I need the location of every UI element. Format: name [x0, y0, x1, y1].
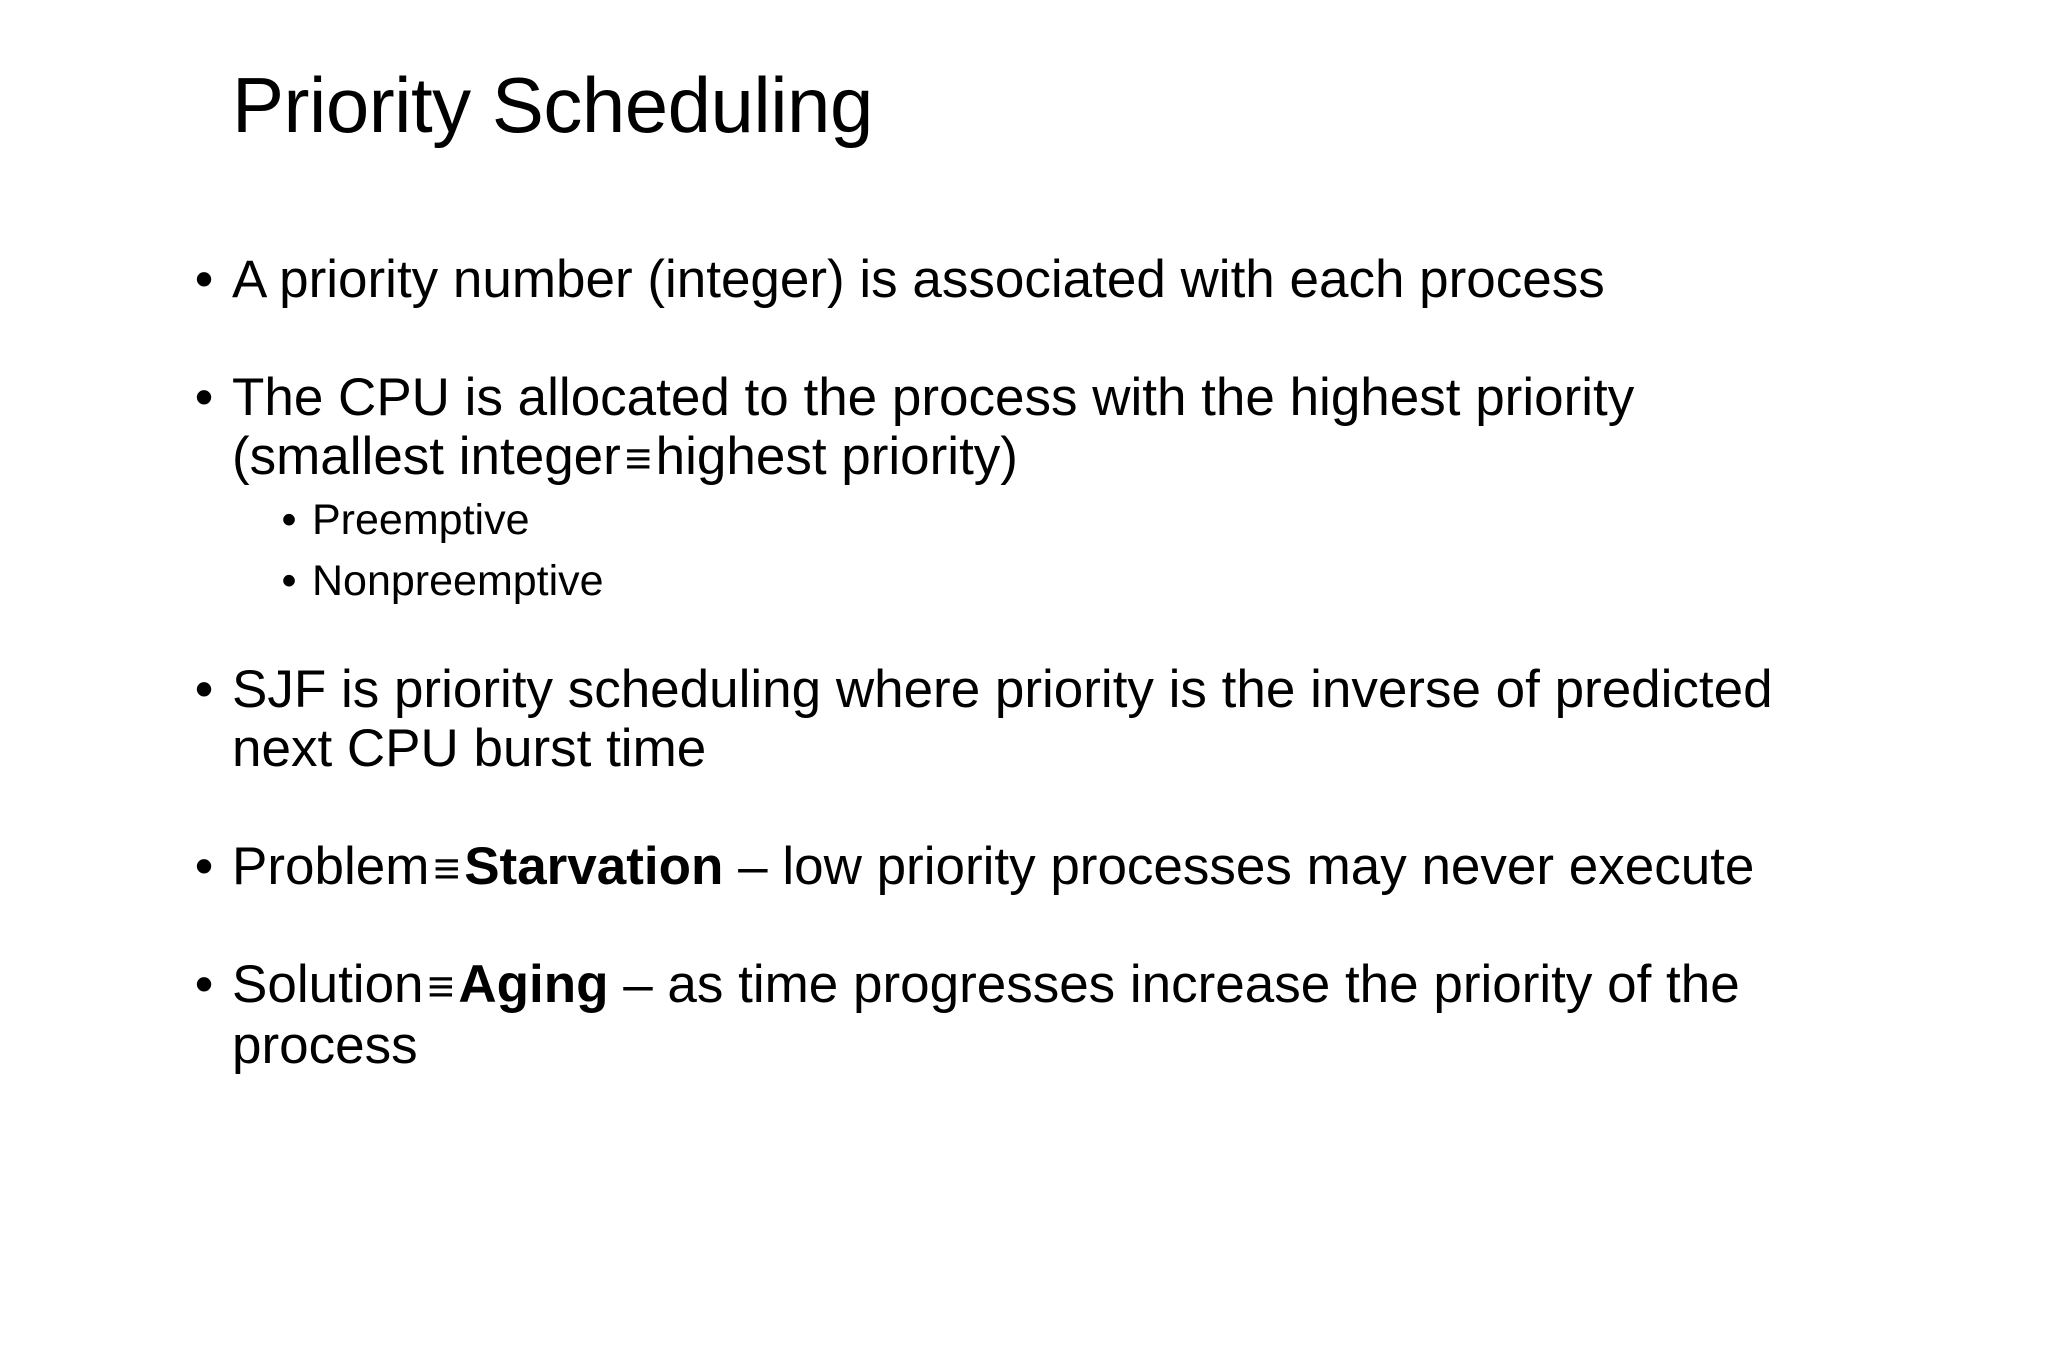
sub-bullet-nonpreemptive	[281, 557, 604, 605]
bullet-text-part: Problem	[232, 837, 430, 896]
equivalence-symbol: ≡	[427, 960, 455, 1012]
bullet-text: SJF is priority scheduling where priority is the inverse of predicted	[232, 660, 1773, 719]
bullet-text	[232, 955, 1852, 1016]
bullet-sjf	[194, 660, 1852, 778]
bullet-dot-icon: •	[194, 368, 214, 427]
bullet-dot-icon: •	[194, 955, 214, 1014]
sub-bullet-dot-icon: •	[281, 496, 297, 544]
bullet-text: The CPU is allocated to the process with the highest priority	[232, 368, 1635, 427]
bullet-text-continued	[232, 427, 1852, 488]
bullet-priority-number	[194, 250, 1852, 309]
sub-bullet-text: Preemptive	[312, 496, 530, 544]
bullet-text-part: – as time progresses increase the priority of the	[623, 955, 1740, 1014]
sub-bullet-preemptive	[281, 496, 530, 544]
sub-bullet-dot-icon: •	[281, 557, 297, 605]
bullet-aging	[194, 955, 1852, 1075]
sub-bullet-text: Nonpreemptive	[312, 557, 604, 605]
bullet-text-part: Solution	[232, 955, 424, 1014]
bullet-bold-term: Aging	[458, 955, 609, 1014]
bullet-text: A priority number (integer) is associated with each process	[232, 250, 1605, 309]
slide-title: Priority Scheduling	[232, 61, 873, 149]
bullet-cpu-allocation	[194, 368, 1852, 488]
bullet-text-part: highest priority)	[655, 427, 1018, 486]
equivalence-symbol: ≡	[433, 842, 461, 894]
bullet-text-part: – low priority processes may never execute	[738, 837, 1755, 896]
bullet-dot-icon: •	[194, 250, 214, 309]
bullet-dot-icon: •	[194, 837, 214, 896]
bullet-text-continued: next CPU burst time	[232, 719, 707, 778]
bullet-text	[232, 837, 1852, 898]
bullet-starvation	[194, 837, 1852, 898]
bullet-dot-icon: •	[194, 660, 214, 719]
bullet-text-continued: process	[232, 1016, 418, 1075]
bullet-text-part: (smallest integer	[232, 427, 621, 486]
equivalence-symbol: ≡	[624, 432, 652, 484]
bullet-bold-term: Starvation	[464, 837, 724, 896]
